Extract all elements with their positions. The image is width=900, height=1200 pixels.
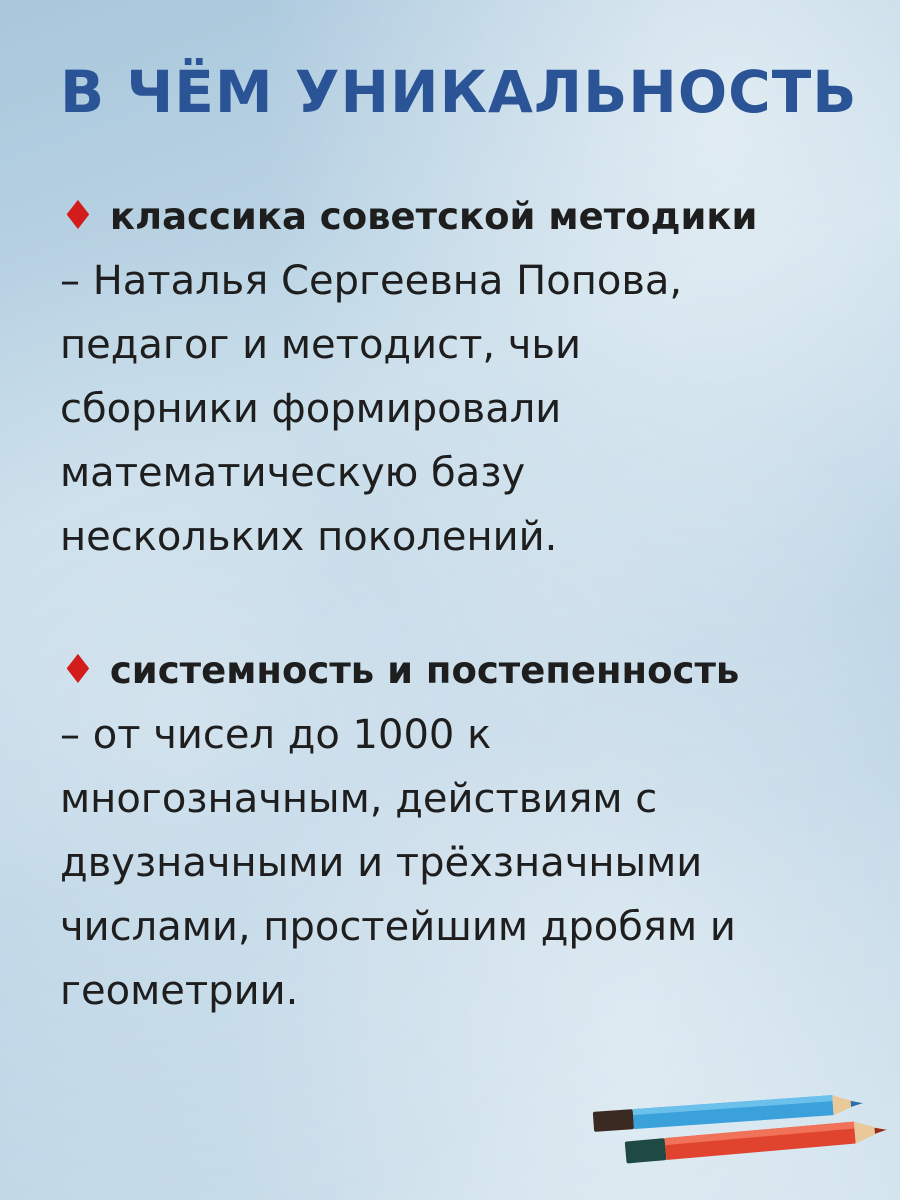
point-2-line: – от чисел до 1000 к bbox=[60, 712, 492, 758]
point-1 bbox=[60, 184, 860, 569]
point-2-line: геометрии. bbox=[60, 968, 299, 1014]
point-1-line: нескольких поколений. bbox=[60, 514, 558, 560]
point-1-line: математическую базу bbox=[60, 450, 526, 496]
point-2-heading: системность и постепенность bbox=[109, 649, 740, 692]
point-1-heading-line bbox=[60, 184, 860, 249]
page-title: В ЧЁМ УНИКАЛЬНОСТЬ bbox=[60, 58, 858, 126]
diamond-icon: ♦ bbox=[60, 193, 96, 239]
point-2-line: многозначным, действиям с bbox=[60, 776, 658, 822]
point-2-line: двузначными и трёхзначными bbox=[60, 840, 703, 886]
pencils-icon bbox=[585, 1080, 895, 1170]
diamond-icon: ♦ bbox=[60, 647, 96, 693]
point-1-line: – Наталья Сергеевна Попова, bbox=[60, 258, 683, 304]
point-2-heading-line bbox=[60, 638, 860, 703]
point-1-heading: классика советской методики bbox=[109, 195, 758, 238]
point-1-line: сборники формировали bbox=[60, 386, 562, 432]
point-2-line: числами, простейшим дробям и bbox=[60, 904, 736, 950]
point-2 bbox=[60, 638, 860, 1023]
point-1-line: педагог и методист, чьи bbox=[60, 322, 581, 368]
